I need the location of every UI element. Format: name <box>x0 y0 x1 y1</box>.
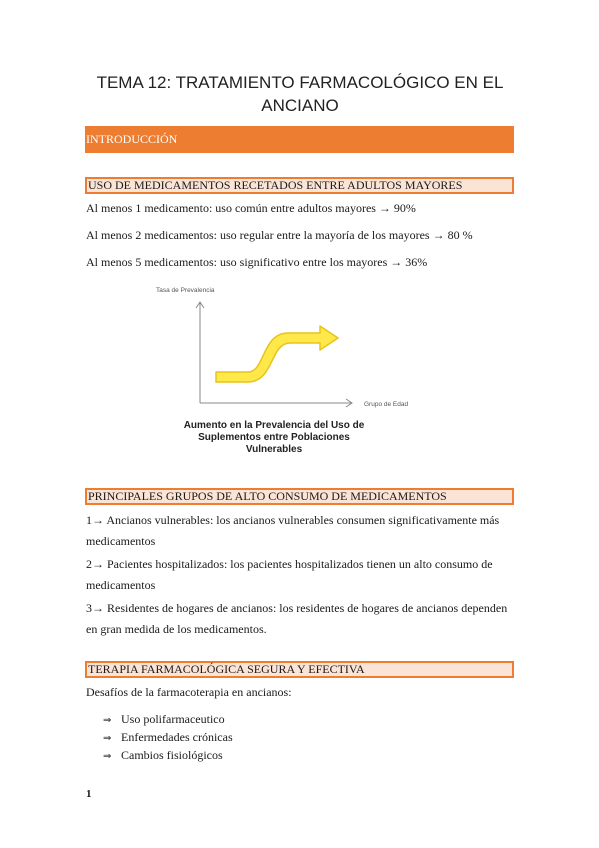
usage-line-3: Al menos 5 medicamentos: uso significativo entre los mayores → 36% <box>86 255 428 269</box>
rising-trend-arrow <box>216 326 338 382</box>
section-heading-grupos-consumo: PRINCIPALES GRUPOS DE ALTO CONSUMO DE MEDICAMENTOS <box>85 488 514 505</box>
group-item-3: 3→ Residentes de hogares de ancianos: los residentes de hogares de ancianos dependen en gran medida de los medicamentos. <box>86 601 508 636</box>
section-heading-terapia: TERAPIA FARMACOLÓGICA SEGURA Y EFECTIVA <box>85 661 514 678</box>
page-number: 1 <box>86 788 92 800</box>
section-heading-uso-medicamentos: USO DE MEDICAMENTOS RECETADOS ENTRE ADULTOS MAYORES <box>85 177 514 194</box>
group-item-2: 2→ Pacientes hospitalizados: los pacientes hospitalizados tienen un alto consumo de medicamentos <box>86 557 493 592</box>
challenges-intro: Desafíos de la farmacoterapia en ancianos: <box>86 685 292 699</box>
usage-line-2: Al menos 2 medicamentos: uso regular entre la mayoría de los mayores → 80 % <box>86 228 473 242</box>
bullet-text: Uso polifarmaceutico <box>121 712 225 726</box>
double-arrow-icon: ⇒ <box>103 751 112 762</box>
intro-heading: INTRODUCCIÓN <box>85 126 514 153</box>
bullet-text: Cambios fisiológicos <box>121 748 223 762</box>
page-title: TEMA 12: TRATAMIENTO FARMACOLÓGICO EN EL ANCIANO <box>96 73 504 115</box>
x-axis-label: Grupo de Edad <box>364 401 409 408</box>
figure-caption-line-3: Vulnerables <box>245 444 303 455</box>
bullet-item-3 <box>103 746 223 766</box>
figure-caption-line-1: Aumento en la Prevalencia del Uso de <box>183 420 365 431</box>
bullet-text: Enfermedades crónicas <box>121 730 233 744</box>
bullet-item-2 <box>103 728 233 748</box>
y-axis-label: Tasa de Prevalencia <box>156 287 215 294</box>
group-item-1: 1→ Ancianos vulnerables: los ancianos vulnerables consumen significativamente más medicamentos <box>86 513 500 548</box>
prevalence-figure <box>140 280 440 460</box>
usage-line-1: Al menos 1 medicamento: uso común entre adultos mayores → 90% <box>86 201 416 215</box>
double-arrow-icon: ⇒ <box>103 715 112 726</box>
figure-caption-line-2: Suplementos entre Poblaciones <box>198 432 350 443</box>
bullet-item-1 <box>103 710 225 730</box>
double-arrow-icon: ⇒ <box>103 733 112 744</box>
